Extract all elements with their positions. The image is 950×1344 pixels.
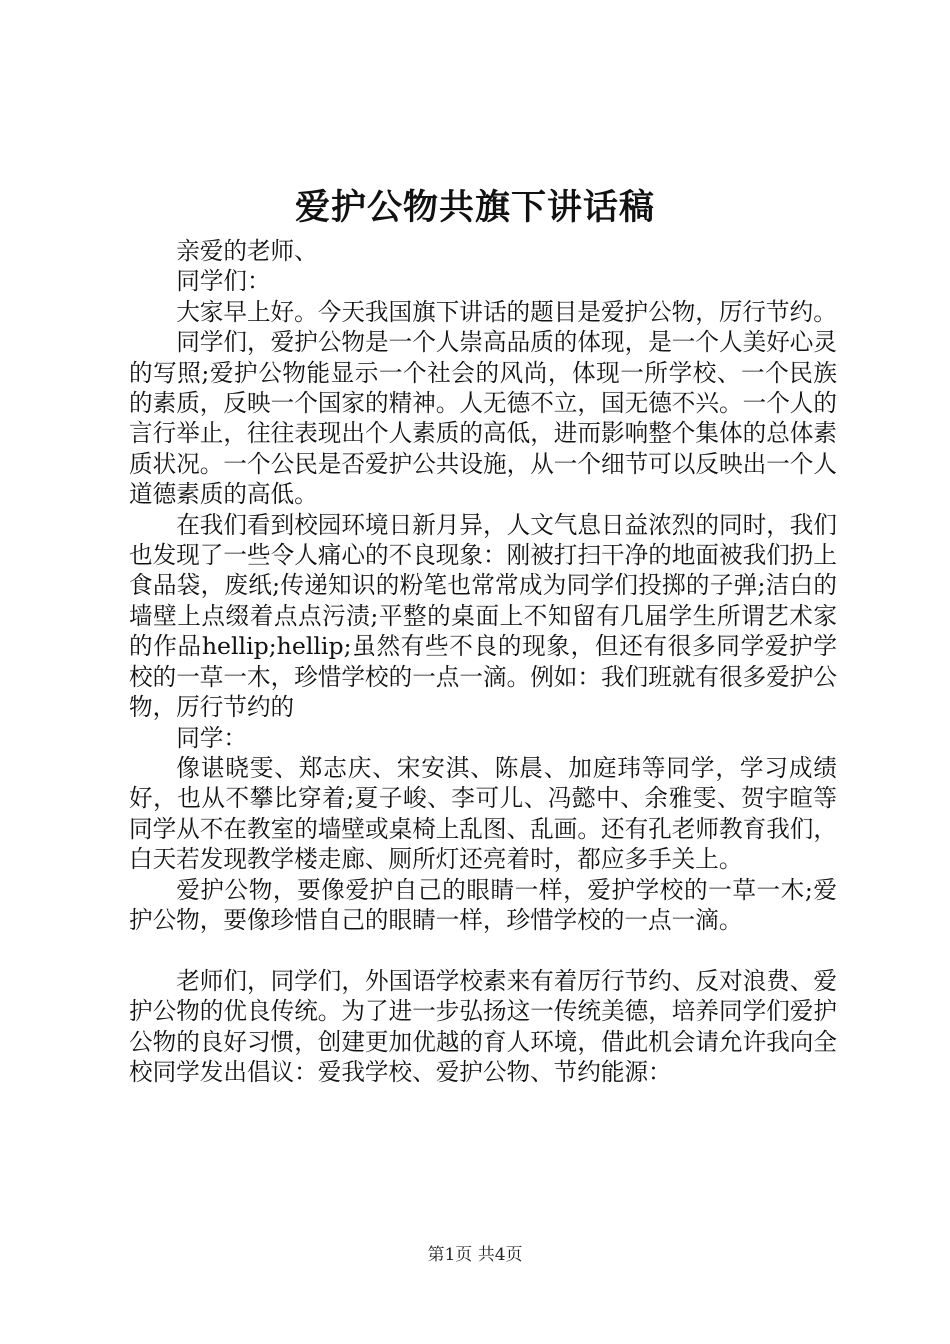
paragraph-students-label: 同学：: [176, 723, 247, 752]
salutation-line-1: 亲爱的老师、: [176, 237, 318, 265]
salutation-line-2: 同学们：: [176, 267, 271, 296]
paragraph-good-examples: 像谌晓雯、郑志庆、宋安淇、陈晨、加庭玮等同学，学习成绩好，也从不攀比穿着;夏子峻、李可儿、冯懿中、余雅雯、贺宇暄等同学从不在教室的墙壁或桌椅上乱图、乱画。还有孔老师教育我们，白天若发现教学楼走廊、厕所灯还亮着时，都应多手关上。: [129, 753, 837, 874]
document-body: [129, 236, 837, 1087]
paragraph-bad-phenomena: 在我们看到校园环境日新月异，人文气息日益浓烈的同时，我们也发现了一些令人痛心的不良现象：刚被打扫干净的地面被我们扔上食品袋，废纸;传递知识的粉笔也常常成为同学们投掷的子弹;洁白的墙壁上点缀着点点污渍;平整的桌面上不知留有几届学生所谓艺术家的作品hellip;hellip;虽然有些不良的现象，但还有很多同学爱护学校的一草一木，珍惜学校的一点一滴。例如：我们班就有很多爱护公物，厉行节约的: [129, 510, 837, 722]
paragraph-proposal: 老师们，同学们，外国语学校素来有着厉行节约、反对浪费、爱护公物的优良传统。为了进一步弘扬这一传统美德，培养同学们爱护公物的良好习惯，创建更加优越的育人环境，借此机会请允许我向全校同学发出倡议：爱我学校、爱护公物、节约能源：: [129, 966, 837, 1086]
document-title: 爱护公物共旗下讲话稿: [294, 187, 655, 228]
page-number-footer: 第1页 共4页: [427, 1245, 523, 1265]
paragraph-spacer: [129, 935, 837, 965]
paragraph-greeting: 大家早上好。今天我国旗下讲话的题目是爱护公物，厉行节约。: [176, 297, 837, 326]
paragraph-cherish: 爱护公物，要像爱护自己的眼睛一样，爱护学校的一草一木;爱护公物，要像珍惜自己的眼睛一样，珍惜学校的一点一滴。: [129, 875, 837, 934]
paragraph-virtue: 同学们，爱护公物是一个人崇高品质的体现，是一个人美好心灵的写照;爱护公物能显示一个社会的风尚，体现一所学校、一个民族的素质，反映一个国家的精神。人无德不立，国无德不兴。一个人的言行举止，往往表现出个人素质的高低，进而影响整个集体的总体素质状况。一个公民是否爱护公共设施，从一个细节可以反映出一个人道德素质的高低。: [129, 328, 837, 509]
